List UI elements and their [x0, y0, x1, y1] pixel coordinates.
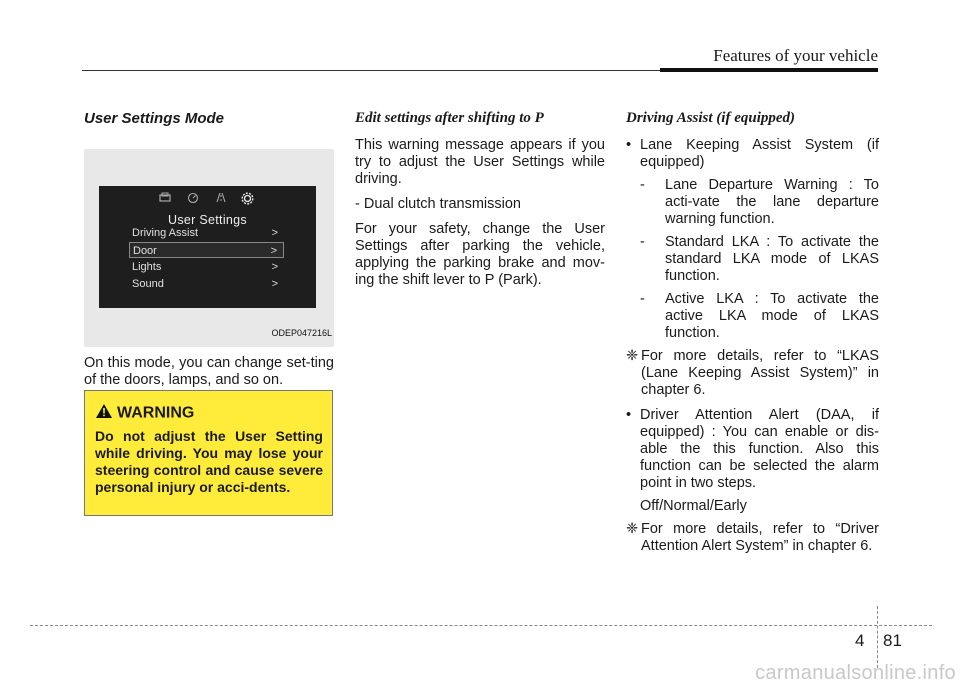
warning-heading [95, 403, 194, 424]
column-edit-settings [355, 110, 605, 297]
chevron-right-icon: > [271, 227, 278, 239]
bullet-text: Lane Keeping Assist System (if equipped) [640, 137, 879, 170]
header-rule-accent [660, 68, 878, 72]
chevron-right-icon: > [271, 278, 278, 290]
figure-code: ODEP047216L [271, 328, 332, 338]
car-icon [159, 192, 171, 207]
sub-dash: - [640, 177, 645, 193]
note-lkas [626, 348, 879, 399]
warning-heading-text: WARNING [117, 404, 195, 422]
column-driving-assist [626, 110, 879, 563]
menu-item-label: Lights [132, 261, 162, 273]
edit-settings-paragraph-1: This warning message appears if you try to adjust the User Settings while driving. [355, 137, 605, 187]
menu-item-label: Sound [132, 278, 164, 290]
note-icon: ❈ [626, 348, 639, 364]
bullet-daa [626, 407, 879, 492]
screen-title: User Settings [168, 213, 247, 227]
sub-item-lane-departure-warning [640, 177, 879, 228]
sub-item-standard-lka [640, 234, 879, 285]
menu-item-label: Door [133, 245, 157, 257]
page-header-title: Features of your vehicle [713, 46, 878, 65]
sub-item-active-lka [640, 291, 879, 342]
gear-icon [241, 192, 254, 209]
sub-text: Standard LKA : To activate the standard LKA mode of LKAS function. [665, 234, 879, 284]
section-title-edit-settings: Edit settings after shifting to P [355, 110, 544, 126]
sub-dash: - [640, 291, 645, 307]
chapter-number: 4 [855, 631, 865, 650]
user-settings-description: On this mode, you can change set-ting of the doors, lamps, and so on. [84, 355, 334, 388]
bullet-text: Driver Attention Alert (DAA, if equipped) : You can enable or dis-able the this function. Also this function can be selected the alarm point in two steps. [640, 407, 879, 491]
bullet-dot: • [626, 407, 632, 423]
cluster-screen [99, 186, 316, 308]
menu-item-door[interactable] [129, 242, 284, 258]
section-title-user-settings-mode: User Settings Mode [84, 110, 225, 127]
bullet-lkas [626, 137, 879, 171]
edit-settings-paragraph-3: For your safety, change the User Settings after parking the vehicle, applying the parking brake and mov-ing the shift lever to P (Park). [355, 221, 605, 288]
user-settings-figure [84, 149, 334, 347]
section-title-driving-assist: Driving Assist (if equipped) [626, 110, 796, 126]
lane-icon [215, 192, 227, 207]
warning-body: Do not adjust the User Setting while driving. You may lose your steering control and cause severe personal injury or acci-dents. [95, 428, 323, 495]
note-daa [626, 521, 879, 555]
footer-divider [877, 606, 878, 668]
sub-dash: - [640, 234, 645, 250]
sub-text: Lane Departure Warning : To acti-vate the lane departure warning function. [665, 177, 879, 227]
footer-rule [30, 625, 932, 626]
warning-triangle-icon [95, 403, 113, 424]
note-text: For more details, refer to “Driver Attention Alert System” in chapter 6. [641, 521, 879, 554]
menu-item-driving-assist[interactable] [129, 225, 284, 241]
note-icon: ❈ [626, 521, 639, 537]
gauge-icon [187, 192, 199, 207]
warning-box [84, 390, 333, 516]
chevron-right-icon: > [270, 245, 277, 257]
menu-item-sound[interactable] [129, 276, 284, 292]
sub-text: Active LKA : To activate the active LKA mode of LKAS function. [665, 291, 879, 341]
note-text: For more details, refer to “LKAS (Lane Keeping Assist System)” in chapter 6. [641, 348, 879, 398]
page-number: 81 [883, 631, 902, 650]
menu-item-label: Driving Assist [132, 227, 199, 239]
screen-icon-bar [99, 192, 316, 206]
menu-item-lights[interactable] [129, 259, 284, 275]
watermark: carmanualsonline.info [755, 662, 956, 684]
edit-settings-paragraph-2: - Dual clutch transmission [355, 196, 521, 212]
column-user-settings [84, 110, 334, 397]
chevron-right-icon: > [271, 261, 278, 273]
bullet-dot: • [626, 137, 632, 153]
daa-options: Off/Normal/Early [640, 498, 747, 514]
